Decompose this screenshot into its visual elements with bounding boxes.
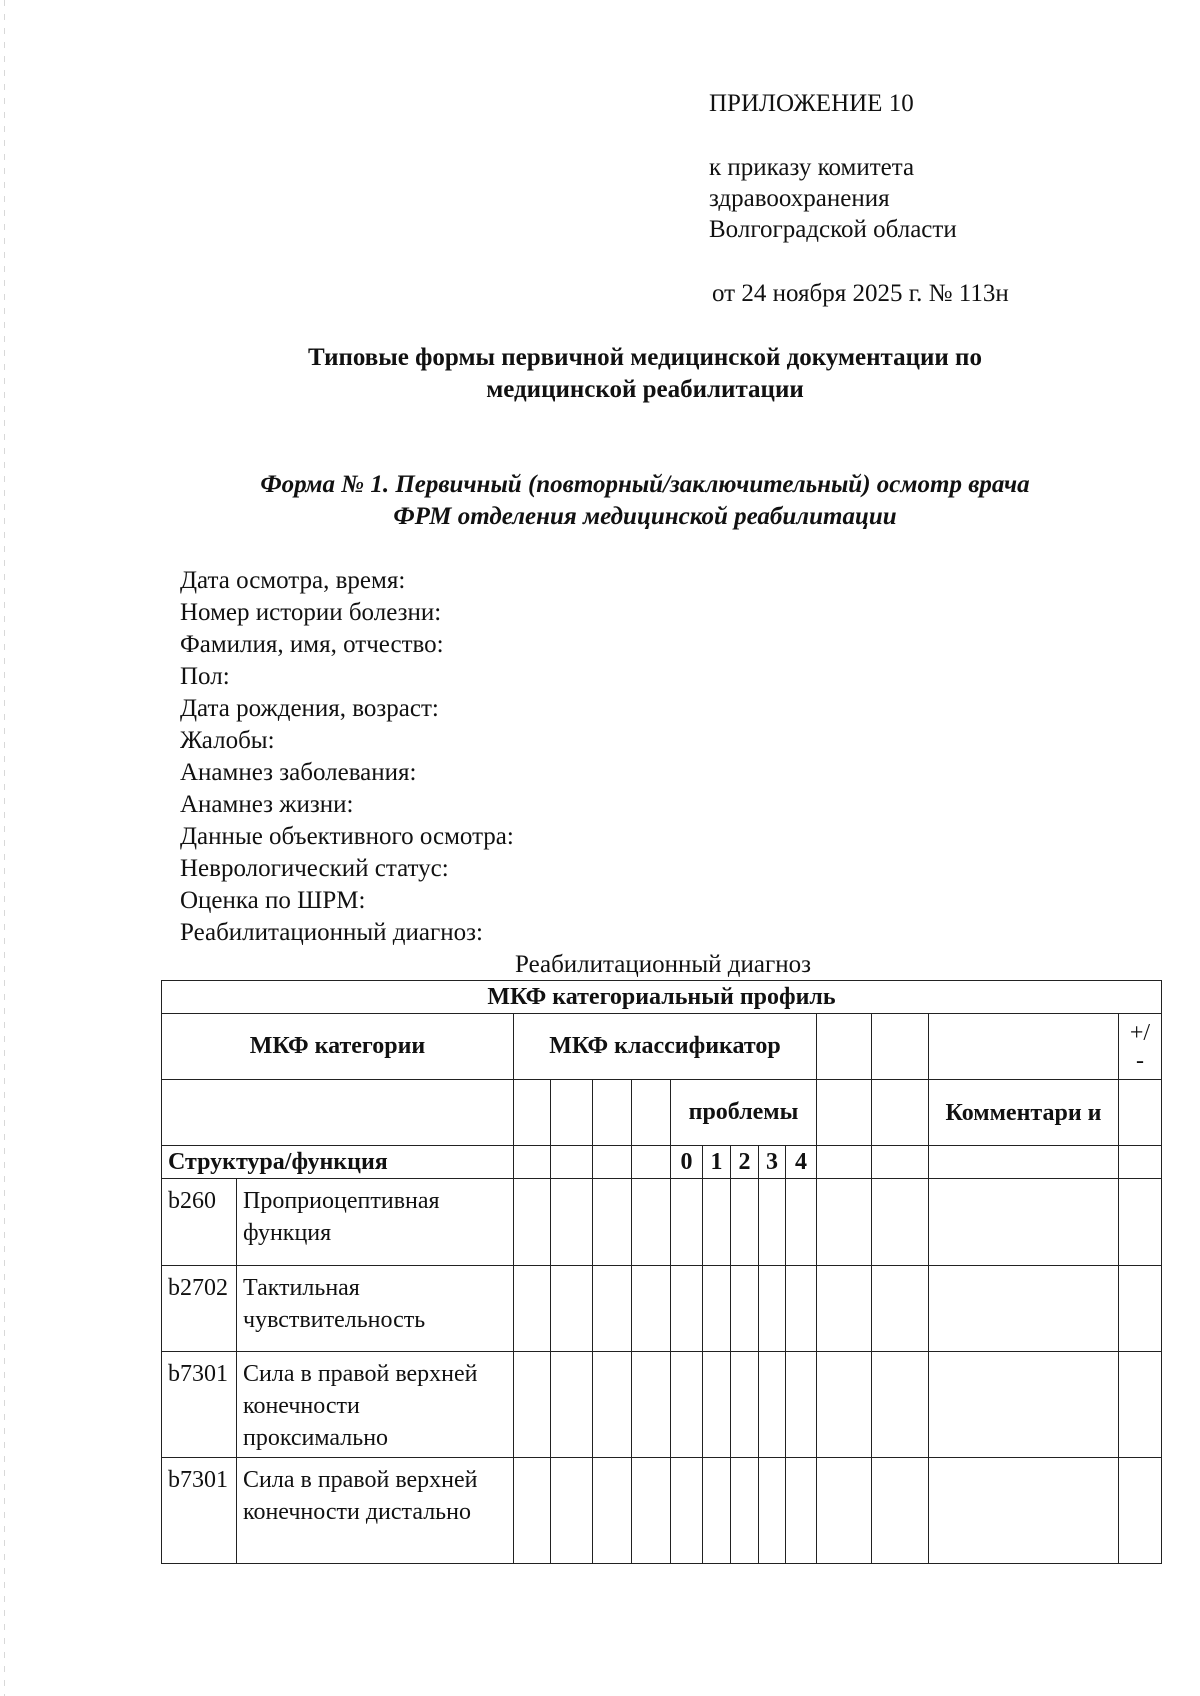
empty-cell bbox=[514, 1266, 551, 1352]
empty-cell bbox=[731, 1458, 759, 1564]
table-caption: Реабилитационный диагноз bbox=[515, 951, 811, 978]
icf-code: b260 bbox=[162, 1179, 237, 1266]
scale-3: 3 bbox=[759, 1146, 786, 1179]
document-title-line: Типовые формы первичной медицинской документации по bbox=[308, 344, 982, 371]
empty-cell bbox=[551, 1352, 593, 1458]
empty-cell bbox=[632, 1146, 671, 1179]
empty-cell bbox=[514, 1352, 551, 1458]
empty-cell bbox=[671, 1458, 703, 1564]
empty-cell bbox=[872, 1352, 929, 1458]
field-objective-exam: Данные объективного осмотра: bbox=[180, 823, 514, 850]
field-shrm-score: Оценка по ШРМ: bbox=[180, 887, 366, 914]
empty-cell bbox=[632, 1080, 671, 1146]
empty-cell bbox=[632, 1458, 671, 1564]
empty-cell bbox=[929, 1458, 1119, 1564]
categories-header: МКФ категории bbox=[162, 1014, 514, 1080]
empty-cell bbox=[786, 1266, 817, 1352]
empty-cell bbox=[593, 1458, 632, 1564]
icf-category-name: Сила в правой верхней конечности проксимально bbox=[237, 1352, 514, 1458]
icf-code: b2702 bbox=[162, 1266, 237, 1352]
empty-cell bbox=[731, 1352, 759, 1458]
empty-cell bbox=[632, 1266, 671, 1352]
empty-cell bbox=[929, 1146, 1119, 1179]
empty-cell bbox=[817, 1266, 872, 1352]
empty-cell bbox=[593, 1266, 632, 1352]
empty-cell bbox=[703, 1352, 731, 1458]
empty-cell bbox=[786, 1352, 817, 1458]
empty-cell bbox=[671, 1352, 703, 1458]
icf-category-name: Сила в правой верхней конечности дистально bbox=[237, 1458, 514, 1564]
empty-cell bbox=[1119, 1146, 1162, 1179]
icf-code: b7301 bbox=[162, 1458, 237, 1564]
empty-cell bbox=[929, 1014, 1119, 1080]
empty-cell bbox=[703, 1458, 731, 1564]
order-reference bbox=[709, 152, 957, 245]
scale-1: 1 bbox=[703, 1146, 731, 1179]
empty-cell bbox=[872, 1266, 929, 1352]
empty-cell bbox=[817, 1014, 872, 1080]
empty-cell bbox=[872, 1179, 929, 1266]
empty-cell bbox=[786, 1179, 817, 1266]
scale-4: 4 bbox=[786, 1146, 817, 1179]
icf-code: b7301 bbox=[162, 1352, 237, 1458]
field-case-number: Номер истории болезни: bbox=[180, 599, 442, 626]
field-disease-history: Анамнез заболевания: bbox=[180, 759, 417, 786]
empty-cell bbox=[1119, 1179, 1162, 1266]
plus-minus-top: +/ bbox=[1129, 1019, 1151, 1046]
empty-cell bbox=[162, 1080, 514, 1146]
table-row bbox=[162, 1352, 1162, 1458]
document-title-line: медицинской реабилитации bbox=[486, 376, 804, 403]
empty-cell bbox=[872, 1458, 929, 1564]
field-exam-date: Дата осмотра, время: bbox=[180, 567, 406, 594]
scan-edge-artifact bbox=[4, 0, 5, 1696]
field-complaints: Жалобы: bbox=[180, 727, 275, 754]
plus-minus-bottom: - bbox=[1136, 1047, 1144, 1074]
empty-cell bbox=[817, 1458, 872, 1564]
order-date: от 24 ноября 2025 г. № 113н bbox=[712, 280, 1009, 307]
field-full-name: Фамилия, имя, отчество: bbox=[180, 631, 444, 658]
empty-cell bbox=[551, 1266, 593, 1352]
empty-cell bbox=[929, 1352, 1119, 1458]
form-title-line: ФРМ отделения медицинской реабилитации bbox=[393, 503, 897, 530]
form-title bbox=[160, 469, 1130, 533]
empty-cell bbox=[817, 1080, 872, 1146]
empty-cell bbox=[872, 1080, 929, 1146]
empty-cell bbox=[1119, 1458, 1162, 1564]
empty-cell bbox=[731, 1179, 759, 1266]
icf-profile-table bbox=[161, 980, 1162, 1564]
empty-cell bbox=[817, 1146, 872, 1179]
problems-header: проблемы bbox=[671, 1080, 817, 1146]
empty-cell bbox=[759, 1352, 786, 1458]
empty-cell bbox=[1119, 1266, 1162, 1352]
section-label: Структура/функция bbox=[162, 1146, 514, 1179]
empty-cell bbox=[786, 1458, 817, 1564]
table-row bbox=[162, 1458, 1162, 1564]
empty-cell bbox=[593, 1352, 632, 1458]
profile-title: МКФ категориальный профиль bbox=[162, 981, 1162, 1014]
scale-0: 0 bbox=[671, 1146, 703, 1179]
empty-cell bbox=[551, 1179, 593, 1266]
order-line: здравоохранения bbox=[709, 185, 890, 212]
empty-cell bbox=[514, 1179, 551, 1266]
icf-category-name: Тактильная чувствительность bbox=[237, 1266, 514, 1352]
exam-fields bbox=[180, 565, 514, 949]
table-row bbox=[162, 1266, 1162, 1352]
icf-category-name: Проприоцептивная функция bbox=[237, 1179, 514, 1266]
empty-cell bbox=[514, 1146, 551, 1179]
empty-cell bbox=[759, 1179, 786, 1266]
field-sex: Пол: bbox=[180, 663, 230, 690]
empty-cell bbox=[929, 1179, 1119, 1266]
table-row bbox=[162, 1179, 1162, 1266]
empty-cell bbox=[514, 1458, 551, 1564]
empty-cell bbox=[593, 1080, 632, 1146]
field-life-history: Анамнез жизни: bbox=[180, 791, 354, 818]
empty-cell bbox=[817, 1352, 872, 1458]
empty-cell bbox=[872, 1014, 929, 1080]
order-line: Волгоградской области bbox=[709, 216, 957, 243]
empty-cell bbox=[759, 1458, 786, 1564]
empty-cell bbox=[671, 1266, 703, 1352]
plus-minus-header bbox=[1119, 1014, 1162, 1080]
document-title bbox=[160, 342, 1130, 406]
empty-cell bbox=[731, 1266, 759, 1352]
appendix-label: ПРИЛОЖЕНИЕ 10 bbox=[709, 90, 914, 117]
empty-cell bbox=[817, 1179, 872, 1266]
empty-cell bbox=[593, 1146, 632, 1179]
empty-cell bbox=[703, 1266, 731, 1352]
empty-cell bbox=[1119, 1080, 1162, 1146]
empty-cell bbox=[593, 1179, 632, 1266]
empty-cell bbox=[632, 1179, 671, 1266]
form-title-line: Форма № 1. Первичный (повторный/заключительный) осмотр врача bbox=[260, 471, 1030, 498]
empty-cell bbox=[671, 1179, 703, 1266]
empty-cell bbox=[551, 1458, 593, 1564]
classifier-header: МКФ классификатор bbox=[514, 1014, 817, 1080]
empty-cell bbox=[872, 1146, 929, 1179]
empty-cell bbox=[551, 1080, 593, 1146]
empty-cell bbox=[1119, 1352, 1162, 1458]
field-birth-date: Дата рождения, возраст: bbox=[180, 695, 439, 722]
order-line: к приказу комитета bbox=[709, 154, 915, 181]
comments-header: Комментари и bbox=[929, 1080, 1119, 1146]
empty-cell bbox=[703, 1179, 731, 1266]
scale-2: 2 bbox=[731, 1146, 759, 1179]
empty-cell bbox=[929, 1266, 1119, 1352]
empty-cell bbox=[514, 1080, 551, 1146]
field-neuro-status: Неврологический статус: bbox=[180, 855, 449, 882]
empty-cell bbox=[759, 1266, 786, 1352]
empty-cell bbox=[551, 1146, 593, 1179]
empty-cell bbox=[632, 1352, 671, 1458]
field-rehab-diagnosis: Реабилитационный диагноз: bbox=[180, 919, 483, 946]
